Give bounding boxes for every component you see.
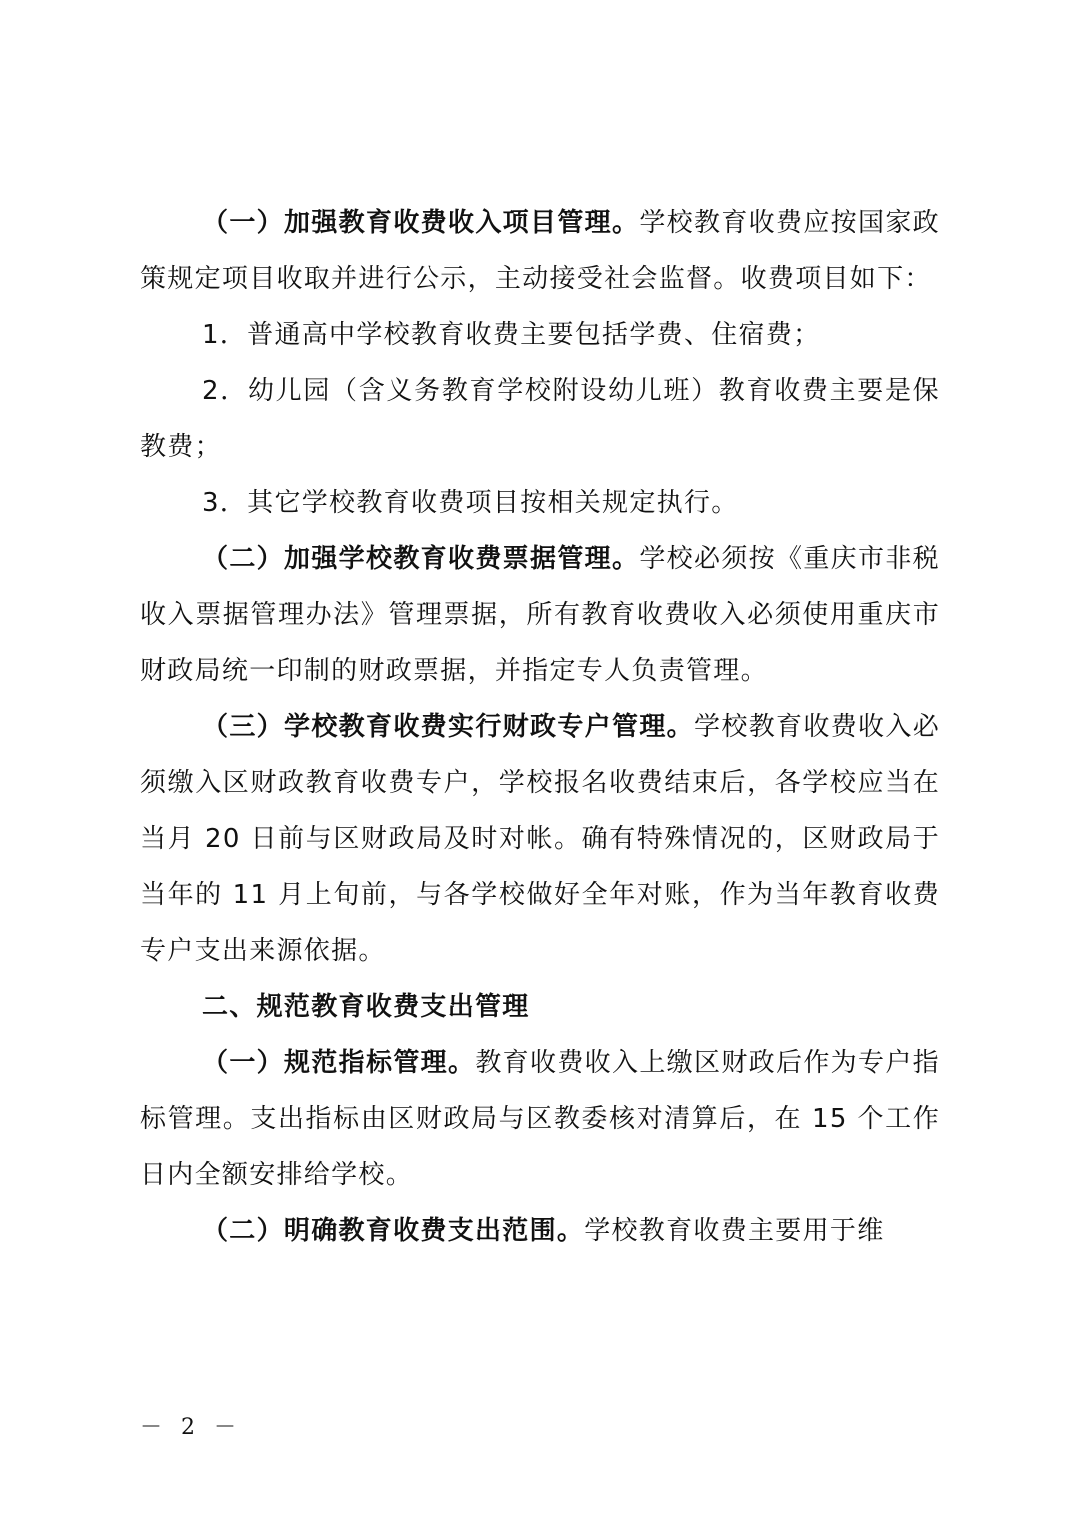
paragraph-text: 学校教育收费收入必须缴入区财政教育收费专户，学校报名收费结束后，各学校应当在当月 20 日前与区财政局及时对帐。确有特殊情况的，区财政局于当年的 11 月上旬前，与各学校做好全年对账，作为当年教育收费专户支出来源依据。	[140, 712, 941, 966]
list-item-high-school	[140, 307, 940, 363]
list-item-text: 1．普通高中学校教育收费主要包括学费、住宿费；	[202, 320, 821, 350]
list-item-other-schools	[140, 475, 940, 531]
section-heading: 二、规范教育收费支出管理	[202, 992, 530, 1022]
paragraph-receipt-management	[140, 531, 940, 699]
document-body	[140, 195, 940, 1259]
paragraph-special-account	[140, 699, 940, 979]
list-item-kindergarten	[140, 363, 940, 475]
paragraph-text: 学校教育收费主要用于维	[584, 1216, 885, 1246]
paragraph-bold-lead: （一）加强教育收费收入项目管理。	[202, 208, 640, 238]
paragraph-indicator-management	[140, 1035, 940, 1203]
paragraph-text: 学校必须按《重庆市非税收入票据管理办法》管理票据，所有教育收费收入必须使用重庆市财政局统一印制的财政票据，并指定专人负责管理。	[140, 544, 940, 686]
page-number: － 2 －	[140, 1415, 242, 1440]
paragraph-text: 教育收费收入上缴区财政后作为专户指标管理。支出指标由区财政局与区教委核对清算后，在 15 个工作日内全额安排给学校。	[140, 1048, 940, 1190]
paragraph-bold-lead: （二）明确教育收费支出范围。	[202, 1216, 585, 1246]
paragraph-text: 学校教育收费应按国家政策规定项目收取并进行公示，主动接受社会监督。收费项目如下：	[140, 208, 940, 294]
paragraph-income-items	[140, 195, 940, 307]
list-item-text: 2．幼儿园（含义务教育学校附设幼儿班）教育收费主要是保教费；	[140, 376, 940, 462]
paragraph-bold-lead: （三）学校教育收费实行财政专户管理。	[202, 712, 695, 742]
list-item-text: 3．其它学校教育收费项目按相关规定执行。	[202, 488, 739, 518]
paragraph-bold-lead: （二）加强学校教育收费票据管理。	[202, 544, 640, 574]
paragraph-bold-lead: （一）规范指标管理。	[202, 1048, 476, 1078]
paragraph-expenditure-scope	[140, 1203, 940, 1259]
